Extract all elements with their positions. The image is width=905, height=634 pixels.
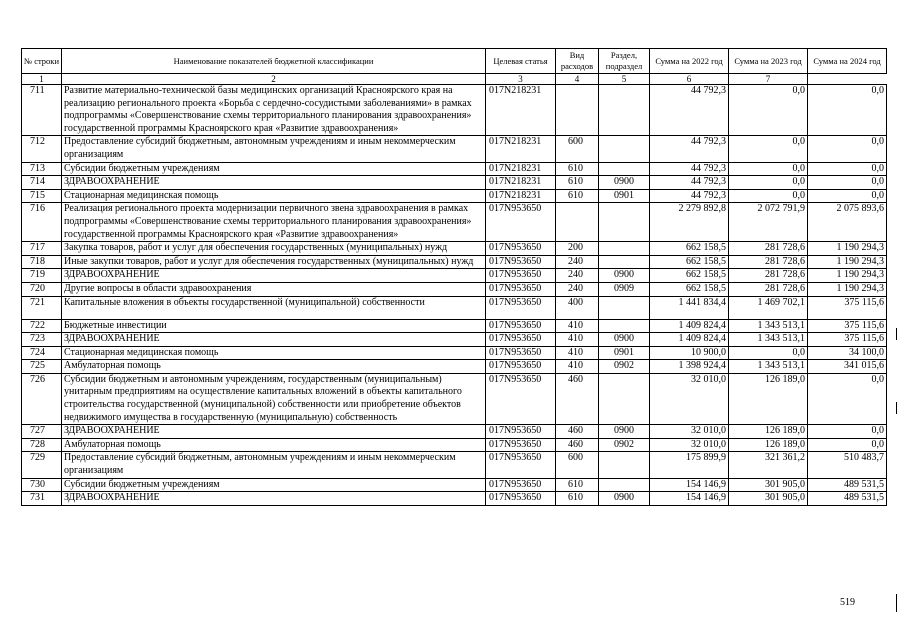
target-article: 017N953650: [486, 425, 556, 439]
section-code: [599, 136, 650, 162]
row-number: 718: [22, 255, 62, 269]
row-name: Закупка товаров, работ и услуг для обеспечения государственных (муниципальных) нужд: [62, 242, 486, 256]
table-row: [22, 255, 887, 269]
expense-type: [556, 85, 599, 136]
table-row: [22, 85, 887, 136]
row-number: 711: [22, 85, 62, 136]
sum-2023: 1 469 702,1: [729, 296, 808, 319]
expense-type: 600: [556, 452, 599, 478]
sum-2022: 32 010,0: [650, 373, 729, 424]
column-index: 6: [650, 74, 729, 85]
section-code: 0900: [599, 269, 650, 283]
expense-type: 460: [556, 425, 599, 439]
sum-2023: 126 189,0: [729, 373, 808, 424]
header-name: Наименование показателей бюджетной классификации: [62, 49, 486, 74]
header-row-number: № строки: [22, 49, 62, 74]
row-name: Бюджетные инвестиции: [62, 319, 486, 333]
sum-2023: 281 728,6: [729, 242, 808, 256]
table-row: [22, 319, 887, 333]
sum-2022: 1 398 924,4: [650, 360, 729, 374]
section-code: 0901: [599, 346, 650, 360]
sum-2024: 0,0: [808, 425, 887, 439]
table-row: [22, 452, 887, 478]
expense-type: 240: [556, 269, 599, 283]
target-article: 017N218231: [486, 189, 556, 203]
sum-2024: 0,0: [808, 438, 887, 452]
section-code: [599, 162, 650, 176]
expense-type: 410: [556, 319, 599, 333]
table-body: [22, 85, 887, 506]
row-name: Реализация регионального проекта модернизации первичного звена здравоохранения в рамках подпрограммы «Совершенствование схемы территориального планирования здравоохранения» государственной программы Красноярского края «Развитие здравоохранения»: [62, 203, 486, 242]
column-index: 5: [599, 74, 650, 85]
row-name: Амбулаторная помощь: [62, 438, 486, 452]
sum-2024: 0,0: [808, 176, 887, 190]
row-number: 730: [22, 478, 62, 492]
section-code: [599, 85, 650, 136]
table-row: [22, 346, 887, 360]
sum-2024: 0,0: [808, 85, 887, 136]
target-article: 017N953650: [486, 269, 556, 283]
section-code: 0900: [599, 492, 650, 506]
sum-2024: 341 015,6: [808, 360, 887, 374]
expense-type: 460: [556, 438, 599, 452]
row-number: 714: [22, 176, 62, 190]
header-target-article: Целевая статья: [486, 49, 556, 74]
expense-type: 600: [556, 136, 599, 162]
table-header-row: [22, 49, 887, 74]
row-number: 712: [22, 136, 62, 162]
row-name: ЗДРАВООХРАНЕНИЕ: [62, 492, 486, 506]
section-code: [599, 242, 650, 256]
row-number: 727: [22, 425, 62, 439]
expense-type: 410: [556, 346, 599, 360]
target-article: 017N953650: [486, 242, 556, 256]
target-article: 017N953650: [486, 296, 556, 319]
target-article: 017N218231: [486, 162, 556, 176]
section-code: [599, 452, 650, 478]
column-index: 2: [62, 74, 486, 85]
expense-type: 610: [556, 492, 599, 506]
sum-2022: 1 441 834,4: [650, 296, 729, 319]
row-name: Капитальные вложения в объекты государственной (муниципальной) собственности: [62, 296, 486, 319]
table-row: [22, 136, 887, 162]
row-number: 725: [22, 360, 62, 374]
sum-2022: 10 900,0: [650, 346, 729, 360]
row-number: 724: [22, 346, 62, 360]
row-name: Другие вопросы в области здравоохранения: [62, 282, 486, 296]
sum-2022: 175 899,9: [650, 452, 729, 478]
budget-table: [21, 48, 887, 506]
expense-type: 610: [556, 162, 599, 176]
page-number: 519: [840, 597, 855, 608]
sum-2022: 662 158,5: [650, 269, 729, 283]
target-article: 017N953650: [486, 282, 556, 296]
row-number: 717: [22, 242, 62, 256]
row-number: 713: [22, 162, 62, 176]
sum-2023: 281 728,6: [729, 269, 808, 283]
row-name: Субсидии бюджетным и автономным учреждениям, государственным (муниципальным) унитарным предприятиям на осуществление капитальных вложений в объекты капитального строительства государственной (муниципальной) собственности или приобретение объектов недвижимого имущества в государственную (муниципальную) собственность: [62, 373, 486, 424]
sum-2024: 489 531,5: [808, 478, 887, 492]
expense-type: 610: [556, 176, 599, 190]
sum-2023: 0,0: [729, 162, 808, 176]
section-code: [599, 255, 650, 269]
sum-2024: 375 115,6: [808, 333, 887, 347]
row-number: 716: [22, 203, 62, 242]
target-article: 017N953650: [486, 438, 556, 452]
row-name: Амбулаторная помощь: [62, 360, 486, 374]
sum-2022: 662 158,5: [650, 255, 729, 269]
column-index-row: [22, 74, 887, 85]
row-number: 723: [22, 333, 62, 347]
sum-2022: 44 792,3: [650, 189, 729, 203]
sum-2024: 0,0: [808, 373, 887, 424]
sum-2022: 32 010,0: [650, 438, 729, 452]
table-row: [22, 333, 887, 347]
target-article: 017N218231: [486, 85, 556, 136]
table-row: [22, 203, 887, 242]
sum-2023: 301 905,0: [729, 492, 808, 506]
row-number: 726: [22, 373, 62, 424]
column-index: 7: [729, 74, 808, 85]
table-row: [22, 282, 887, 296]
row-number: 729: [22, 452, 62, 478]
row-name: Стационарная медицинская помощь: [62, 189, 486, 203]
sum-2024: 1 190 294,3: [808, 255, 887, 269]
row-number: 722: [22, 319, 62, 333]
target-article: 017N953650: [486, 492, 556, 506]
table-row: [22, 360, 887, 374]
row-name: Иные закупки товаров, работ и услуг для обеспечения государственных (муниципальных) нужд: [62, 255, 486, 269]
table-row: [22, 176, 887, 190]
row-name: Развитие материально-технической базы медицинских организаций Красноярского края на реализацию регионального проекта «Борьба с сердечно-сосудистыми заболеваниями» в рамках подпрограммы «Совершенствование схемы территориального планирования здравоохранения» государственной программы Красноярского края «Развитие здравоохранения»: [62, 85, 486, 136]
section-code: [599, 203, 650, 242]
expense-type: 410: [556, 333, 599, 347]
header-sum-2023: Сумма на 2023 год: [729, 49, 808, 74]
table-row: [22, 296, 887, 319]
expense-type: 460: [556, 373, 599, 424]
table-row: [22, 492, 887, 506]
header-expense-type: Вид расходов: [556, 49, 599, 74]
table-row: [22, 425, 887, 439]
sum-2024: 0,0: [808, 136, 887, 162]
target-article: 017N953650: [486, 478, 556, 492]
target-article: 017N953650: [486, 346, 556, 360]
target-article: 017N953650: [486, 373, 556, 424]
sum-2024: 375 115,6: [808, 296, 887, 319]
sum-2022: 32 010,0: [650, 425, 729, 439]
section-code: [599, 373, 650, 424]
sum-2023: 0,0: [729, 85, 808, 136]
sum-2023: 301 905,0: [729, 478, 808, 492]
scan-edge-mark: [896, 402, 897, 414]
sum-2023: 281 728,6: [729, 255, 808, 269]
row-number: 719: [22, 269, 62, 283]
row-number: 715: [22, 189, 62, 203]
sum-2024: 489 531,5: [808, 492, 887, 506]
sum-2023: 0,0: [729, 136, 808, 162]
section-code: 0900: [599, 333, 650, 347]
sum-2023: 126 189,0: [729, 425, 808, 439]
table-row: [22, 373, 887, 424]
sum-2024: 0,0: [808, 189, 887, 203]
sum-2024: 0,0: [808, 162, 887, 176]
sum-2023: 126 189,0: [729, 438, 808, 452]
table-row: [22, 242, 887, 256]
row-name: Предоставление субсидий бюджетным, автономным учреждениям и иным некоммерческим организациям: [62, 136, 486, 162]
row-name: ЗДРАВООХРАНЕНИЕ: [62, 269, 486, 283]
section-code: [599, 319, 650, 333]
sum-2023: 281 728,6: [729, 282, 808, 296]
table-row: [22, 269, 887, 283]
sum-2024: 375 115,6: [808, 319, 887, 333]
sum-2022: 44 792,3: [650, 85, 729, 136]
scan-edge-mark: [896, 594, 897, 612]
section-code: 0902: [599, 360, 650, 374]
sum-2024: 510 483,7: [808, 452, 887, 478]
sum-2024: 1 190 294,3: [808, 282, 887, 296]
header-section: Раздел, подраздел: [599, 49, 650, 74]
expense-type: 610: [556, 189, 599, 203]
row-number: 728: [22, 438, 62, 452]
sum-2023: 0,0: [729, 189, 808, 203]
section-code: [599, 478, 650, 492]
sum-2022: 662 158,5: [650, 242, 729, 256]
row-name: Субсидии бюджетным учреждениям: [62, 162, 486, 176]
scan-edge-mark: [896, 328, 897, 340]
target-article: 017N953650: [486, 319, 556, 333]
row-name: Предоставление субсидий бюджетным, автономным учреждениям и иным некоммерческим организациям: [62, 452, 486, 478]
target-article: 017N953650: [486, 333, 556, 347]
target-article: 017N953650: [486, 255, 556, 269]
sum-2022: 1 409 824,4: [650, 333, 729, 347]
sum-2023: 0,0: [729, 346, 808, 360]
row-number: 731: [22, 492, 62, 506]
row-name: Субсидии бюджетным учреждениям: [62, 478, 486, 492]
section-code: 0901: [599, 189, 650, 203]
sum-2023: 1 343 513,1: [729, 333, 808, 347]
header-sum-2022: Сумма на 2022 год: [650, 49, 729, 74]
sum-2022: 44 792,3: [650, 136, 729, 162]
sum-2023: 2 072 791,9: [729, 203, 808, 242]
expense-type: [556, 203, 599, 242]
expense-type: 400: [556, 296, 599, 319]
row-name: ЗДРАВООХРАНЕНИЕ: [62, 425, 486, 439]
section-code: 0900: [599, 176, 650, 190]
expense-type: 240: [556, 255, 599, 269]
sum-2023: 1 343 513,1: [729, 319, 808, 333]
row-number: 721: [22, 296, 62, 319]
sum-2023: 0,0: [729, 176, 808, 190]
table-row: [22, 438, 887, 452]
row-number: 720: [22, 282, 62, 296]
sum-2022: 2 279 892,8: [650, 203, 729, 242]
sum-2022: 1 409 824,4: [650, 319, 729, 333]
column-index: 4: [556, 74, 599, 85]
target-article: 017N953650: [486, 452, 556, 478]
expense-type: 610: [556, 478, 599, 492]
section-code: 0909: [599, 282, 650, 296]
sum-2022: 44 792,3: [650, 162, 729, 176]
sum-2022: 154 146,9: [650, 492, 729, 506]
table-row: [22, 189, 887, 203]
row-name: ЗДРАВООХРАНЕНИЕ: [62, 333, 486, 347]
target-article: 017N218231: [486, 176, 556, 190]
sum-2022: 44 792,3: [650, 176, 729, 190]
target-article: 017N953650: [486, 203, 556, 242]
sum-2024: 34 100,0: [808, 346, 887, 360]
header-sum-2024: Сумма на 2024 год: [808, 49, 887, 74]
section-code: 0902: [599, 438, 650, 452]
sum-2022: 154 146,9: [650, 478, 729, 492]
sum-2022: 662 158,5: [650, 282, 729, 296]
section-code: [599, 296, 650, 319]
expense-type: 200: [556, 242, 599, 256]
sum-2023: 1 343 513,1: [729, 360, 808, 374]
row-name: ЗДРАВООХРАНЕНИЕ: [62, 176, 486, 190]
table-row: [22, 162, 887, 176]
target-article: 017N218231: [486, 136, 556, 162]
sum-2023: 321 361,2: [729, 452, 808, 478]
expense-type: 240: [556, 282, 599, 296]
row-name: Стационарная медицинская помощь: [62, 346, 486, 360]
section-code: 0900: [599, 425, 650, 439]
target-article: 017N953650: [486, 360, 556, 374]
expense-type: 410: [556, 360, 599, 374]
column-index: 3: [486, 74, 556, 85]
column-index: 1: [22, 74, 62, 85]
table-row: [22, 478, 887, 492]
sum-2024: 1 190 294,3: [808, 269, 887, 283]
sum-2024: 2 075 893,6: [808, 203, 887, 242]
sum-2024: 1 190 294,3: [808, 242, 887, 256]
